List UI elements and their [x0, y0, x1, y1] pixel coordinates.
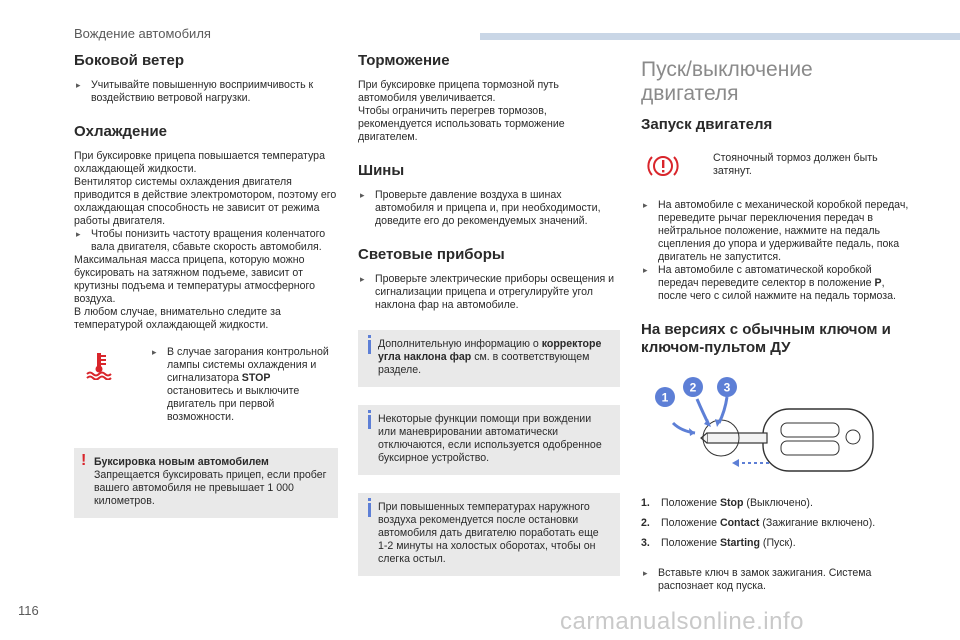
info-icon — [368, 340, 371, 354]
manual-gearbox-bullet: ▸ На автомобиле с механической коробкой передач, переведите рычаг переключения передач в нейтральное положение, нажмите на педаль сцепления до упора и удерживайте педаль, пока двигатель не запустится. — [643, 199, 909, 263]
section-header: Вождение автомобиля — [74, 26, 211, 41]
start-stop-title: Пуск/выключение двигателя — [641, 58, 813, 105]
bullet-arrow-icon: ▸ — [76, 80, 81, 90]
side-wind-bullet: ▸ Учитывайте повышенную восприимчивость к воздействию ветровой нагрузки. — [76, 79, 314, 104]
watermark: carmanualsonline.info — [560, 608, 804, 635]
key-versions-title: На версиях с обычным ключом и ключом-пультом ДУ — [641, 321, 891, 356]
legend-item-starting: 3. Положение Starting (Пуск). — [641, 537, 796, 549]
bullet-arrow-icon: ▸ — [152, 347, 157, 357]
cooling-para3: Максимальная масса прицепа, которую можно буксировать на затяжном подъеме, зависит от крутизны подъема и температуры атмосферного воздуха. — [74, 254, 316, 305]
info-box-high-temp — [358, 493, 620, 576]
ignition-key-illustration — [643, 375, 907, 485]
info-box-driving-aids-text: Некоторые функции помощи при вождении или маневрировании автоматически отключаются, если используется одобренное буксирное устройство. — [378, 413, 602, 464]
info-box-driving-aids — [358, 405, 620, 475]
info-box-high-temp-text: При повышенных температурах наружного воздуха рекомендуется после остановки автомобиля дать двигателю поработать еще 1-2 минуты на холостых оборотах, чтобы он слегка остыл. — [378, 501, 599, 565]
insert-key-bullet: ▸ Вставьте ключ в замок зажигания. Система распознает код пуска. — [643, 567, 872, 592]
legend-item-contact: 2. Положение Contact (Зажигание включено). — [641, 517, 876, 529]
info-box-headlamp-text: Дополнительную информацию о корректоре угла наклона фар см. в соответствующем разделе. — [378, 338, 602, 376]
side-wind-title: Боковой ветер — [74, 52, 185, 69]
cooling-bullet: ▸ Чтобы понизить частоту вращения коленчатого вала двигателя, сбавьте скорость автомобиля. — [76, 228, 326, 253]
cooling-para4: В любом случае, внимательно следите за температурой охлаждающей жидкости. — [74, 306, 281, 331]
coolant-temperature-icon — [74, 346, 122, 385]
column-left — [74, 52, 338, 518]
towing-box-title: Буксировка новым автомобилем — [94, 456, 269, 468]
info-icon — [368, 415, 371, 429]
engine-start-title: Запуск двигателя — [641, 116, 773, 133]
column-middle — [358, 52, 620, 576]
braking-title: Торможение — [358, 52, 450, 69]
column-right — [641, 58, 909, 593]
cooling-title: Охлаждение — [74, 123, 168, 140]
towing-box-text: Запрещается буксировать прицеп, если пробег вашего автомобиля не превышает 1 000 километров. — [94, 469, 327, 507]
lights-bullet: ▸ Проверьте электрические приборы освещения и сигнализации прицепа и отрегулируйте угол наклона фар на автомобиле. — [360, 273, 615, 311]
callout-3: 3 — [723, 380, 731, 395]
cooling-para1: При буксировке прицепа повышается температура охлаждающей жидкости. — [74, 150, 325, 175]
page-number: 116 — [18, 603, 39, 618]
coolant-warning-text: ▸ В случае загорания контрольной лампы системы охлаждения и сигнализатора STOP остановитесь и выключите двигатель при первой возможности. — [152, 346, 329, 423]
bullet-arrow-icon: ▸ — [360, 190, 365, 200]
legend-item-stop: 1. Положение Stop (Выключено). — [641, 497, 813, 509]
towing-warning-box — [74, 448, 338, 518]
bullet-arrow-icon: ▸ — [76, 229, 81, 239]
callout-1: 1 — [661, 390, 669, 405]
bullet-arrow-icon: ▸ — [643, 568, 648, 578]
header-bar — [480, 33, 960, 40]
braking-para1: При буксировке прицепа тормозной путь автомобиля увеличивается. — [358, 79, 559, 104]
info-icon — [368, 503, 371, 517]
bullet-arrow-icon: ▸ — [643, 265, 648, 275]
parking-brake-text: Стояночный тормоз должен быть затянут. — [713, 152, 878, 177]
bullet-arrow-icon: ▸ — [360, 274, 365, 284]
info-box-headlamp — [358, 330, 620, 387]
lights-title: Световые приборы — [358, 246, 505, 263]
braking-para2: Чтобы ограничить перегрев тормозов, рекомендуется использовать торможение двигателем. — [358, 105, 565, 143]
tyres-title: Шины — [358, 162, 405, 179]
cooling-para2: Вентилятор системы охлаждения двигателя приводится в действие электромотором, поэтому его охлаждающая способность не зависит от режима работы двигателя. — [74, 176, 337, 227]
automatic-gearbox-bullet: ▸ На автомобиле с автоматической коробкой передач переведите селектор в положение P, после чего с силой нажмите на педаль тормоза. — [643, 264, 896, 302]
callout-2: 2 — [689, 380, 697, 395]
parking-brake-note — [641, 148, 909, 185]
tyres-bullet: ▸ Проверьте давление воздуха в шинах автомобиля и прицепа и, при необходимости, доведите его до рекомендуемых значений. — [360, 189, 601, 227]
bullet-arrow-icon: ▸ — [643, 200, 648, 210]
coolant-warning — [74, 346, 338, 424]
parking-brake-icon — [641, 148, 685, 185]
warning-exclamation-icon: ! — [81, 452, 87, 469]
